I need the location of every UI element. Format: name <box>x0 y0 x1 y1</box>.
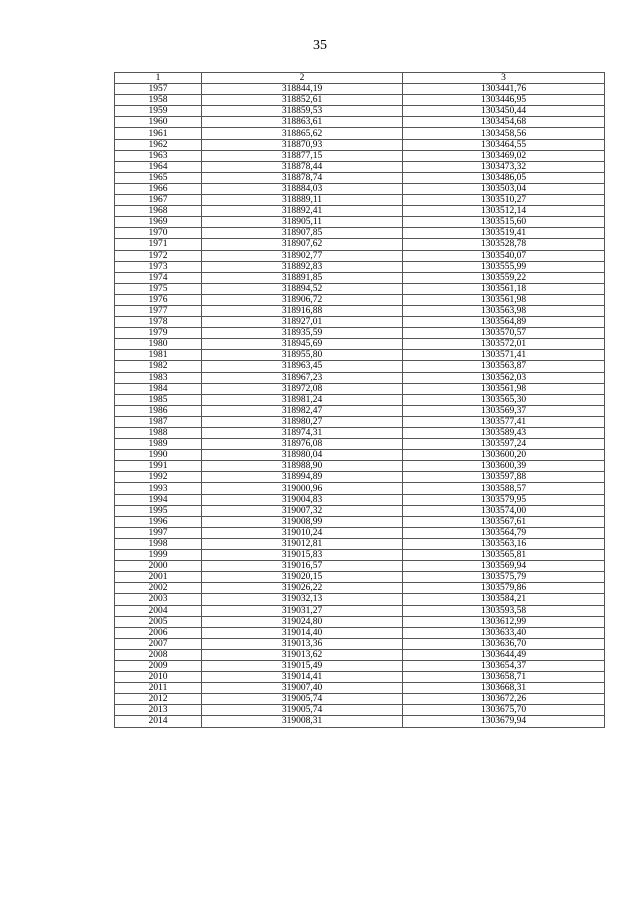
y-coordinate-cell: 1303450,44 <box>403 106 605 117</box>
table-row <box>115 294 605 305</box>
x-coordinate-cell: 318878,74 <box>202 172 403 183</box>
table-row <box>115 705 605 716</box>
x-coordinate-cell: 319005,74 <box>202 694 403 705</box>
table-row <box>115 660 605 671</box>
table-row <box>115 649 605 660</box>
y-coordinate-cell: 1303458,56 <box>403 128 605 139</box>
y-coordinate-cell: 1303561,98 <box>403 383 605 394</box>
x-coordinate-cell: 319032,13 <box>202 594 403 605</box>
y-coordinate-cell: 1303441,76 <box>403 84 605 95</box>
y-coordinate-cell: 1303668,31 <box>403 683 605 694</box>
y-coordinate-cell: 1303633,40 <box>403 627 605 638</box>
y-coordinate-cell: 1303597,24 <box>403 439 605 450</box>
table-row <box>115 538 605 549</box>
table-row <box>115 250 605 261</box>
table-row <box>115 439 605 450</box>
x-coordinate-cell: 318894,52 <box>202 283 403 294</box>
point-number-cell: 1985 <box>115 394 202 405</box>
table-row <box>115 350 605 361</box>
point-number-cell: 1998 <box>115 538 202 549</box>
x-coordinate-cell: 318892,83 <box>202 261 403 272</box>
x-coordinate-cell: 319007,40 <box>202 683 403 694</box>
table-row <box>115 505 605 516</box>
y-coordinate-cell: 1303588,57 <box>403 483 605 494</box>
y-coordinate-cell: 1303563,87 <box>403 361 605 372</box>
point-number-cell: 1964 <box>115 161 202 172</box>
table-row <box>115 183 605 194</box>
y-coordinate-cell: 1303565,81 <box>403 550 605 561</box>
point-number-cell: 2007 <box>115 638 202 649</box>
x-coordinate-cell: 318906,72 <box>202 294 403 305</box>
table-row <box>115 305 605 316</box>
table-row <box>115 228 605 239</box>
table-body <box>115 84 605 727</box>
table-row <box>115 128 605 139</box>
point-number-cell: 1983 <box>115 372 202 383</box>
table-row <box>115 239 605 250</box>
table-row <box>115 383 605 394</box>
table-row <box>115 106 605 117</box>
table-row <box>115 217 605 228</box>
y-coordinate-cell: 1303570,57 <box>403 328 605 339</box>
point-number-cell: 1966 <box>115 183 202 194</box>
point-number-cell: 2009 <box>115 660 202 671</box>
point-number-cell: 1967 <box>115 195 202 206</box>
table-row <box>115 428 605 439</box>
point-number-cell: 2000 <box>115 561 202 572</box>
point-number-cell: 1965 <box>115 172 202 183</box>
table-row <box>115 472 605 483</box>
table-row <box>115 672 605 683</box>
x-coordinate-cell: 318916,88 <box>202 305 403 316</box>
point-number-cell: 1984 <box>115 383 202 394</box>
point-number-cell: 1976 <box>115 294 202 305</box>
x-coordinate-cell: 319012,81 <box>202 538 403 549</box>
point-number-cell: 2010 <box>115 672 202 683</box>
y-coordinate-cell: 1303512,14 <box>403 206 605 217</box>
point-number-cell: 1991 <box>115 461 202 472</box>
y-coordinate-cell: 1303600,39 <box>403 461 605 472</box>
y-coordinate-cell: 1303464,55 <box>403 139 605 150</box>
y-coordinate-cell: 1303579,95 <box>403 494 605 505</box>
point-number-cell: 1988 <box>115 428 202 439</box>
point-number-cell: 2005 <box>115 616 202 627</box>
y-coordinate-cell: 1303675,70 <box>403 705 605 716</box>
table-row <box>115 416 605 427</box>
y-coordinate-cell: 1303559,22 <box>403 272 605 283</box>
table-row <box>115 616 605 627</box>
y-coordinate-cell: 1303569,94 <box>403 561 605 572</box>
x-coordinate-cell: 319031,27 <box>202 605 403 616</box>
y-coordinate-cell: 1303577,41 <box>403 416 605 427</box>
x-coordinate-cell: 319008,99 <box>202 516 403 527</box>
column-header-1: 1 <box>115 73 202 84</box>
x-coordinate-cell: 318967,23 <box>202 372 403 383</box>
y-coordinate-cell: 1303519,41 <box>403 228 605 239</box>
y-coordinate-cell: 1303584,21 <box>403 594 605 605</box>
table-row <box>115 328 605 339</box>
y-coordinate-cell: 1303612,99 <box>403 616 605 627</box>
x-coordinate-cell: 319024,80 <box>202 616 403 627</box>
x-coordinate-cell: 318889,11 <box>202 195 403 206</box>
x-coordinate-cell: 318859,53 <box>202 106 403 117</box>
table-row <box>115 583 605 594</box>
table-row <box>115 84 605 95</box>
point-number-cell: 2006 <box>115 627 202 638</box>
point-number-cell: 1974 <box>115 272 202 283</box>
x-coordinate-cell: 318852,61 <box>202 95 403 106</box>
x-coordinate-cell: 319000,96 <box>202 483 403 494</box>
x-coordinate-cell: 318963,45 <box>202 361 403 372</box>
table-row <box>115 195 605 206</box>
point-number-cell: 1994 <box>115 494 202 505</box>
table-row <box>115 627 605 638</box>
y-coordinate-cell: 1303658,71 <box>403 672 605 683</box>
y-coordinate-cell: 1303571,41 <box>403 350 605 361</box>
y-coordinate-cell: 1303561,98 <box>403 294 605 305</box>
x-coordinate-cell: 318927,01 <box>202 317 403 328</box>
point-number-cell: 1975 <box>115 283 202 294</box>
point-number-cell: 1996 <box>115 516 202 527</box>
y-coordinate-cell: 1303579,86 <box>403 583 605 594</box>
x-coordinate-cell: 319014,41 <box>202 672 403 683</box>
point-number-cell: 2013 <box>115 705 202 716</box>
x-coordinate-cell: 318988,90 <box>202 461 403 472</box>
y-coordinate-cell: 1303454,68 <box>403 117 605 128</box>
y-coordinate-cell: 1303636,70 <box>403 638 605 649</box>
table-row <box>115 483 605 494</box>
y-coordinate-cell: 1303446,95 <box>403 95 605 106</box>
x-coordinate-cell: 318972,08 <box>202 383 403 394</box>
table-row <box>115 161 605 172</box>
y-coordinate-cell: 1303672,26 <box>403 694 605 705</box>
point-number-cell: 1961 <box>115 128 202 139</box>
point-number-cell: 1963 <box>115 150 202 161</box>
y-coordinate-cell: 1303555,99 <box>403 261 605 272</box>
point-number-cell: 1968 <box>115 206 202 217</box>
x-coordinate-cell: 318980,27 <box>202 416 403 427</box>
x-coordinate-cell: 318884,03 <box>202 183 403 194</box>
y-coordinate-cell: 1303569,37 <box>403 405 605 416</box>
table-row <box>115 405 605 416</box>
x-coordinate-cell: 319014,40 <box>202 627 403 638</box>
table-row <box>115 716 605 727</box>
point-number-cell: 1987 <box>115 416 202 427</box>
x-coordinate-cell: 318877,15 <box>202 150 403 161</box>
y-coordinate-cell: 1303644,49 <box>403 649 605 660</box>
point-number-cell: 1979 <box>115 328 202 339</box>
y-coordinate-cell: 1303528,78 <box>403 239 605 250</box>
y-coordinate-cell: 1303515,60 <box>403 217 605 228</box>
point-number-cell: 1957 <box>115 84 202 95</box>
y-coordinate-cell: 1303575,79 <box>403 572 605 583</box>
x-coordinate-cell: 319005,74 <box>202 705 403 716</box>
point-number-cell: 1989 <box>115 439 202 450</box>
table-row <box>115 372 605 383</box>
point-number-cell: 1980 <box>115 339 202 350</box>
y-coordinate-cell: 1303654,37 <box>403 660 605 671</box>
y-coordinate-cell: 1303565,30 <box>403 394 605 405</box>
table-row <box>115 394 605 405</box>
y-coordinate-cell: 1303589,43 <box>403 428 605 439</box>
point-number-cell: 1973 <box>115 261 202 272</box>
y-coordinate-cell: 1303503,04 <box>403 183 605 194</box>
point-number-cell: 1977 <box>115 305 202 316</box>
table-header-row <box>115 73 605 84</box>
x-coordinate-cell: 319010,24 <box>202 527 403 538</box>
x-coordinate-cell: 318905,11 <box>202 217 403 228</box>
y-coordinate-cell: 1303679,94 <box>403 716 605 727</box>
x-coordinate-cell: 318994,89 <box>202 472 403 483</box>
point-number-cell: 1959 <box>115 106 202 117</box>
x-coordinate-cell: 318935,59 <box>202 328 403 339</box>
x-coordinate-cell: 318907,85 <box>202 228 403 239</box>
table-row <box>115 494 605 505</box>
y-coordinate-cell: 1303567,61 <box>403 516 605 527</box>
x-coordinate-cell: 318955,80 <box>202 350 403 361</box>
x-coordinate-cell: 319008,31 <box>202 716 403 727</box>
x-coordinate-cell: 319026,22 <box>202 583 403 594</box>
point-number-cell: 1995 <box>115 505 202 516</box>
x-coordinate-cell: 318892,41 <box>202 206 403 217</box>
y-coordinate-cell: 1303593,58 <box>403 605 605 616</box>
point-number-cell: 1982 <box>115 361 202 372</box>
x-coordinate-cell: 318902,77 <box>202 250 403 261</box>
point-number-cell: 1969 <box>115 217 202 228</box>
table-row <box>115 117 605 128</box>
table-row <box>115 150 605 161</box>
point-number-cell: 2002 <box>115 583 202 594</box>
x-coordinate-cell: 319015,49 <box>202 660 403 671</box>
point-number-cell: 1970 <box>115 228 202 239</box>
y-coordinate-cell: 1303597,88 <box>403 472 605 483</box>
point-number-cell: 1960 <box>115 117 202 128</box>
x-coordinate-cell: 318891,85 <box>202 272 403 283</box>
table-row <box>115 605 605 616</box>
table-row <box>115 461 605 472</box>
table-row <box>115 572 605 583</box>
point-number-cell: 2011 <box>115 683 202 694</box>
table-row <box>115 561 605 572</box>
x-coordinate-cell: 318981,24 <box>202 394 403 405</box>
table-row <box>115 95 605 106</box>
table-row <box>115 283 605 294</box>
x-coordinate-cell: 318980,04 <box>202 450 403 461</box>
table-row <box>115 206 605 217</box>
x-coordinate-cell: 318844,19 <box>202 84 403 95</box>
y-coordinate-cell: 1303564,79 <box>403 527 605 538</box>
point-number-cell: 2012 <box>115 694 202 705</box>
table-row <box>115 317 605 328</box>
table-row <box>115 516 605 527</box>
table-row <box>115 272 605 283</box>
y-coordinate-cell: 1303562,03 <box>403 372 605 383</box>
x-coordinate-cell: 319013,36 <box>202 638 403 649</box>
table-row <box>115 527 605 538</box>
table-row <box>115 361 605 372</box>
point-number-cell: 1993 <box>115 483 202 494</box>
point-number-cell: 1978 <box>115 317 202 328</box>
table-row <box>115 594 605 605</box>
y-coordinate-cell: 1303473,32 <box>403 161 605 172</box>
y-coordinate-cell: 1303574,00 <box>403 505 605 516</box>
point-number-cell: 2008 <box>115 649 202 660</box>
y-coordinate-cell: 1303563,16 <box>403 538 605 549</box>
x-coordinate-cell: 318976,08 <box>202 439 403 450</box>
x-coordinate-cell: 319004,83 <box>202 494 403 505</box>
point-number-cell: 1999 <box>115 550 202 561</box>
x-coordinate-cell: 318974,31 <box>202 428 403 439</box>
x-coordinate-cell: 318863,61 <box>202 117 403 128</box>
y-coordinate-cell: 1303540,07 <box>403 250 605 261</box>
x-coordinate-cell: 318907,62 <box>202 239 403 250</box>
point-number-cell: 1986 <box>115 405 202 416</box>
y-coordinate-cell: 1303564,89 <box>403 317 605 328</box>
table-row <box>115 550 605 561</box>
point-number-cell: 1958 <box>115 95 202 106</box>
y-coordinate-cell: 1303561,18 <box>403 283 605 294</box>
point-number-cell: 1981 <box>115 350 202 361</box>
x-coordinate-cell: 319015,83 <box>202 550 403 561</box>
x-coordinate-cell: 318982,47 <box>202 405 403 416</box>
point-number-cell: 1972 <box>115 250 202 261</box>
point-number-cell: 2001 <box>115 572 202 583</box>
y-coordinate-cell: 1303563,98 <box>403 305 605 316</box>
page-number: 35 <box>313 38 327 53</box>
y-coordinate-cell: 1303486,05 <box>403 172 605 183</box>
column-header-3: 3 <box>403 73 605 84</box>
table-row <box>115 339 605 350</box>
coordinates-table <box>114 72 605 728</box>
table-row <box>115 172 605 183</box>
point-number-cell: 1962 <box>115 139 202 150</box>
y-coordinate-cell: 1303572,01 <box>403 339 605 350</box>
point-number-cell: 2004 <box>115 605 202 616</box>
x-coordinate-cell: 318878,44 <box>202 161 403 172</box>
x-coordinate-cell: 319013,62 <box>202 649 403 660</box>
y-coordinate-cell: 1303600,20 <box>403 450 605 461</box>
x-coordinate-cell: 319016,57 <box>202 561 403 572</box>
table-row <box>115 261 605 272</box>
point-number-cell: 1992 <box>115 472 202 483</box>
y-coordinate-cell: 1303469,02 <box>403 150 605 161</box>
point-number-cell: 2014 <box>115 716 202 727</box>
table-row <box>115 638 605 649</box>
x-coordinate-cell: 318870,93 <box>202 139 403 150</box>
table-row <box>115 139 605 150</box>
point-number-cell: 2003 <box>115 594 202 605</box>
point-number-cell: 1971 <box>115 239 202 250</box>
y-coordinate-cell: 1303510,27 <box>403 195 605 206</box>
point-number-cell: 1997 <box>115 527 202 538</box>
table-row <box>115 450 605 461</box>
x-coordinate-cell: 318945,69 <box>202 339 403 350</box>
x-coordinate-cell: 318865,62 <box>202 128 403 139</box>
table-row <box>115 683 605 694</box>
x-coordinate-cell: 319007,32 <box>202 505 403 516</box>
x-coordinate-cell: 319020,15 <box>202 572 403 583</box>
point-number-cell: 1990 <box>115 450 202 461</box>
column-header-2: 2 <box>202 73 403 84</box>
table-row <box>115 694 605 705</box>
